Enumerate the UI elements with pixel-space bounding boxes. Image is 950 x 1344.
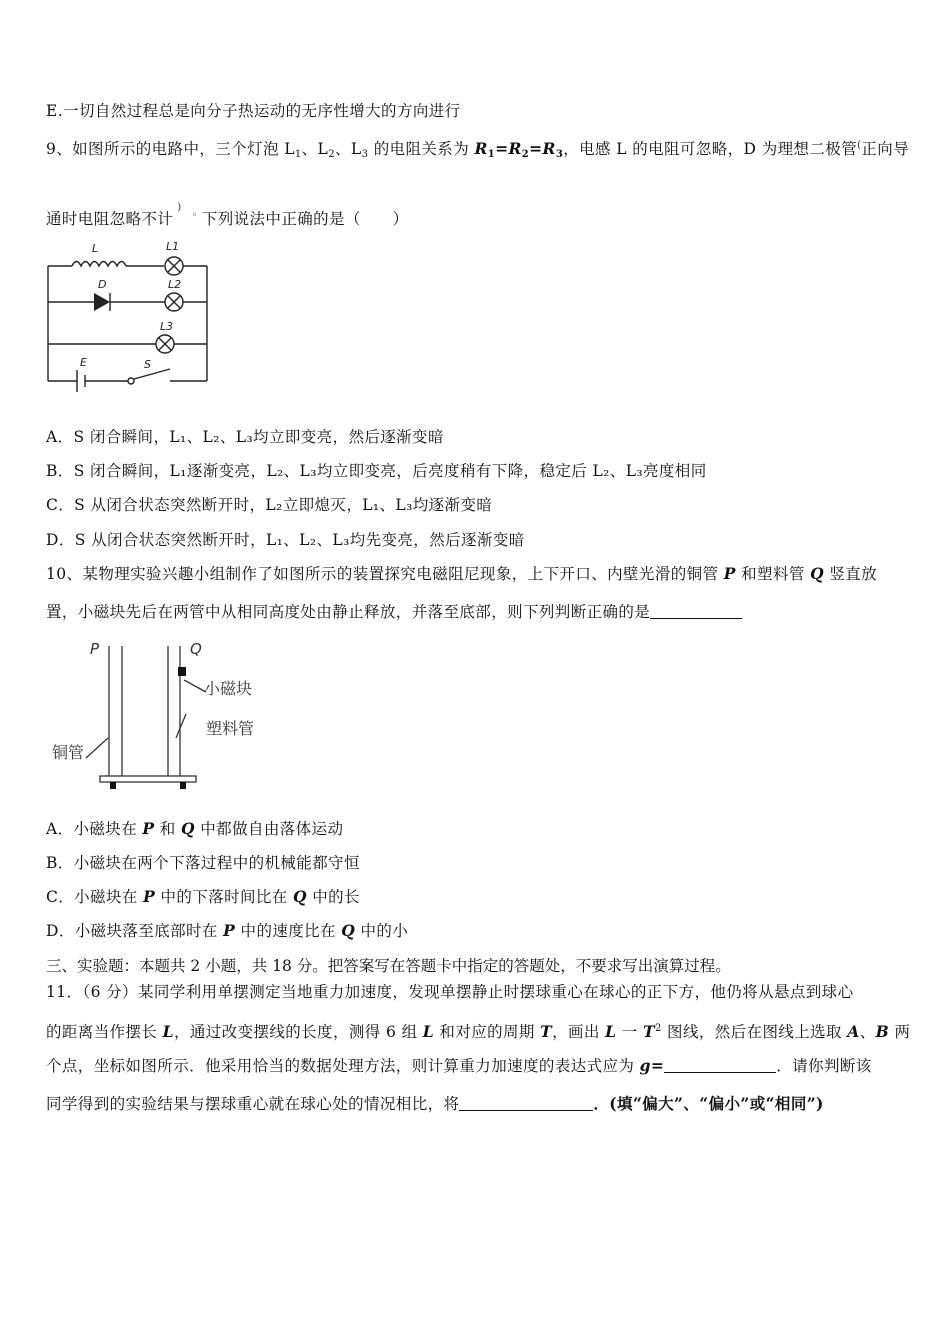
q9-option-d: D．S 从闭合状态突然断开时，L₁、L₂、L₃均先变亮，然后逐渐变暗	[46, 531, 525, 549]
q9-stem-line1: 9、如图所示的电路中，三个灯泡 $L_1$、$L_2$、$L_3$ 的电阻关系为 $R_1=R_2=R_3$，电感 L 的电阻可忽略，D 为理想二极管(正向导	[46, 139, 910, 160]
q9-option-c: C．S 从闭合状态突然断开时，L₂立即熄灭，L₁、L₃均逐渐变暗	[46, 496, 493, 514]
magnet-block	[178, 667, 186, 676]
q11-stem-line2: 的距离当作摆长 L，通过改变摆线的长度，测得 6 组 L 和对应的周期 T，画出 L 一 $T^2$ 图线，然后在图线上选取 A、B 两	[46, 1022, 911, 1041]
q10-answer-blank[interactable]	[650, 604, 742, 619]
q9-option-a: A．S 闭合瞬间，L₁、L₂、L₃均立即变亮，然后逐渐变暗	[46, 428, 444, 446]
label-q: Q	[190, 640, 202, 658]
label-e: E	[80, 356, 87, 369]
q10-stem-line2: 置，小磁块先后在两管中从相同高度处由静止释放，并落至底部，则下列判断正确的是	[46, 602, 742, 622]
q9-option-b: B．S 闭合瞬间，L₁逐渐变亮，L₂、L₃均立即变亮，后亮度稍有下降，稳定后 L₂、L₃亮度相同	[46, 462, 707, 480]
q11-comparison-answer-blank[interactable]	[459, 1096, 593, 1111]
label-l3: L3	[160, 320, 174, 333]
q9-circuit-diagram	[40, 236, 220, 396]
option-e: E.一切自然过程总是向分子热运动的无序性增大的方向进行	[46, 102, 461, 120]
label-plastic-tube: 塑料管	[206, 719, 255, 738]
q11-stem-line1: 11．（6 分）某同学利用单摆测定当地重力加速度，发现单摆静止时摆球重心在球心的正下方，他仍将从悬点到球心	[46, 983, 854, 1001]
q10-option-a: A．小磁块在 P 和 Q 中都做自由落体运动	[46, 819, 344, 838]
q11-stem-line4: 同学得到的实验结果与摆球重心就在球心处的情况相比，将 ．(填“偏大”、“偏小”或“相同”)	[46, 1094, 824, 1113]
diode-symbol	[94, 293, 110, 311]
label-l: L	[92, 242, 99, 255]
q11-stem-line3: 个点，坐标如图所示．他采用恰当的数据处理方法，则计算重力加速度的表达式应为 g= ．请你判断该	[46, 1056, 872, 1075]
label-l2: L2	[168, 278, 182, 291]
label-d: D	[98, 278, 107, 291]
label-p: P	[90, 640, 100, 658]
q10-tube-diagram	[46, 634, 286, 800]
label-copper-tube: 铜管	[52, 743, 85, 762]
q9-stem-line2: 通时电阻忽略不计)◦ 下列说法中正确的是（ ）	[46, 202, 409, 228]
q10-option-d: D．小磁块落至底部时在 P 中的速度比在 Q 中的小	[46, 921, 409, 940]
q11-g-answer-blank[interactable]	[664, 1058, 776, 1073]
label-magnet: 小磁块	[204, 679, 253, 698]
q10-stem-line1: 10、某物理实验兴趣小组制作了如图所示的装置探究电磁阻尼现象，上下开口、内壁光滑的铜管 P 和塑料管 Q 竖直放	[46, 564, 878, 583]
section-3-heading: 三、实验题：本题共 2 小题，共 18 分。把答案写在答题卡中指定的答题处，不要求写出演算过程。	[46, 957, 731, 975]
q10-option-c: C．小磁块在 P 中的下落时间比在 Q 中的长	[46, 887, 360, 906]
label-l1: L1	[166, 240, 180, 253]
q10-option-b: B．小磁块在两个下落过程中的机械能都守恒	[46, 854, 360, 872]
label-s: S	[144, 358, 151, 371]
